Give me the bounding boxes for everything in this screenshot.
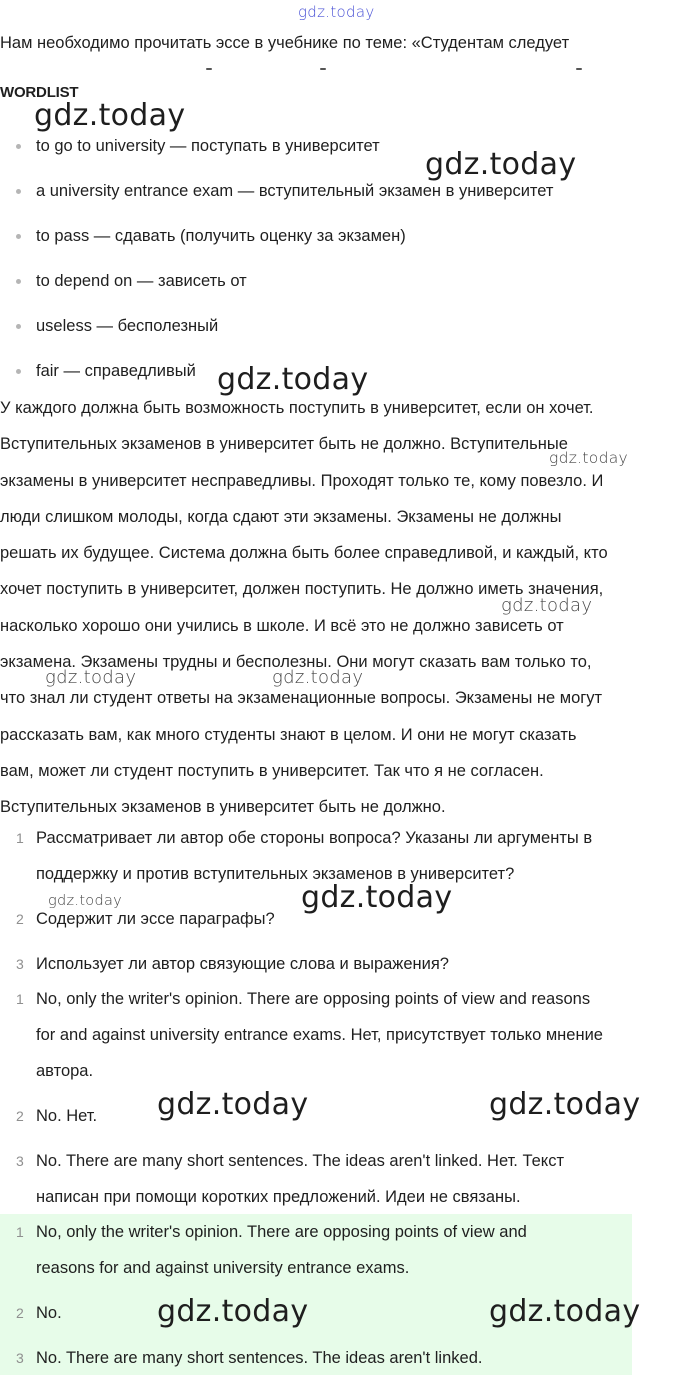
- answer-text: No, only the writer's opinion. There are opposing points of view and reasons: [36, 990, 591, 1008]
- watermark: gdz.today: [501, 595, 593, 616]
- intro-text: Нам необходимо прочитать эссе в учебнике по теме: «Студентам следует: [0, 34, 570, 52]
- answer-text: No. Нет.: [36, 1107, 98, 1125]
- essay-line: решать их будущее. Система должна быть более справедливой, и каждый, кто: [0, 544, 608, 563]
- essay-line: Вступительных экзаменов в университет быть не должно.: [0, 798, 446, 817]
- answer-item: [0, 1143, 680, 1215]
- answer-text: No.: [36, 1304, 62, 1322]
- item-number: 2: [16, 911, 24, 927]
- watermark: gdz.today: [489, 1294, 641, 1329]
- watermark: gdz.today: [217, 362, 369, 397]
- essay-line: экзамена. Экзамены трудны и бесполезны. Они могут сказать вам только то,: [0, 653, 592, 672]
- answer-item: [0, 1214, 632, 1295]
- wordlist-item: to depend on — зависеть от: [0, 263, 680, 308]
- wordlist-item: a university entrance exam — вступительный экзамен в университет: [0, 173, 680, 218]
- question-text: Рассматривает ли автор обе стороны вопроса? Указаны ли аргументы в: [36, 829, 593, 847]
- watermark: gdz.today: [34, 98, 186, 133]
- question-item: [0, 946, 680, 982]
- item-number: 1: [16, 991, 24, 1007]
- wordlist-item: to pass — сдавать (получить оценку за экзамен): [0, 218, 680, 263]
- watermark: gdz.today: [48, 893, 123, 909]
- wordlist-heading: WORDLIST: [0, 84, 79, 101]
- wordlist: [0, 128, 680, 398]
- watermark: gdz.today: [45, 667, 137, 688]
- essay-line: У каждого должна быть возможность поступить в университет, если он хочет.: [0, 399, 594, 417]
- answer-text: reasons for and against university entrance exams.: [36, 1259, 410, 1277]
- answer-item: [0, 1340, 632, 1376]
- answer-item: [0, 981, 680, 1098]
- essay-line: люди слишком молоды, когда сдают эти экзамены. Экзамены не должны: [0, 507, 562, 526]
- essay-line: рассказать вам, как много студенты знают в целом. И они не могут сказать: [0, 725, 577, 744]
- watermark: gdz.today: [272, 667, 364, 688]
- answer-text: No, only the writer's opinion. There are opposing points of view and: [36, 1223, 527, 1241]
- wordlist-item: to go to university — поступать в университет: [0, 128, 680, 173]
- wordlist-item: fair — справедливый: [0, 353, 680, 398]
- item-number: 2: [16, 1305, 24, 1321]
- watermark: gdz.today: [301, 880, 453, 915]
- answer-text: No. There are many short sentences. The ideas aren't linked. Нет. Текст: [36, 1152, 565, 1170]
- question-text: Содержит ли эссе параграфы?: [36, 910, 275, 928]
- watermark: gdz.today: [157, 1087, 309, 1122]
- answer-text: for and against university entrance exams. Нет, присутствует только мнение: [36, 1026, 603, 1044]
- item-number: 2: [16, 1108, 24, 1124]
- watermark: gdz.today: [549, 449, 628, 467]
- wordlist-item: useless — бесполезный: [0, 308, 680, 353]
- question-text: поддержку и против вступительных экзаменов в университет?: [36, 865, 515, 883]
- item-number: 3: [16, 1153, 24, 1169]
- essay-line: что знал ли студент ответы на экзаменационные вопросы. Экзамены не могут: [0, 689, 603, 708]
- essay-line: Вступительных экзаменов в университет быть не должно. Вступительные: [0, 435, 568, 454]
- essay-line: насколько хорошо они учились в школе. И всё это не должно зависеть от: [0, 616, 564, 635]
- watermark-top: gdz.today: [298, 3, 375, 21]
- item-number: 3: [16, 1350, 24, 1366]
- answer-text: автора.: [36, 1062, 94, 1080]
- watermark: gdz.today: [489, 1087, 641, 1122]
- answer-text: No. There are many short sentences. The ideas aren't linked.: [36, 1349, 483, 1367]
- essay-line: хочет поступить в университет, должен поступить. Не должно иметь значения,: [0, 580, 604, 599]
- essay-line: вам, может ли студент поступить в университет. Так что я не согласен.: [0, 761, 544, 780]
- essay-line: экзамены в университет несправедливы. Проходят только те, кому повезло. И: [0, 471, 604, 490]
- answer-text: написан при помощи коротких предложений. Идеи не связаны.: [36, 1188, 521, 1206]
- watermark: gdz.today: [157, 1294, 309, 1329]
- item-number: 3: [16, 956, 24, 972]
- item-number: 1: [16, 830, 24, 846]
- item-number: 1: [16, 1224, 24, 1240]
- question-text: Использует ли автор связующие слова и выражения?: [36, 955, 449, 973]
- cropped-text-line: [0, 64, 680, 78]
- watermark: gdz.today: [425, 147, 577, 182]
